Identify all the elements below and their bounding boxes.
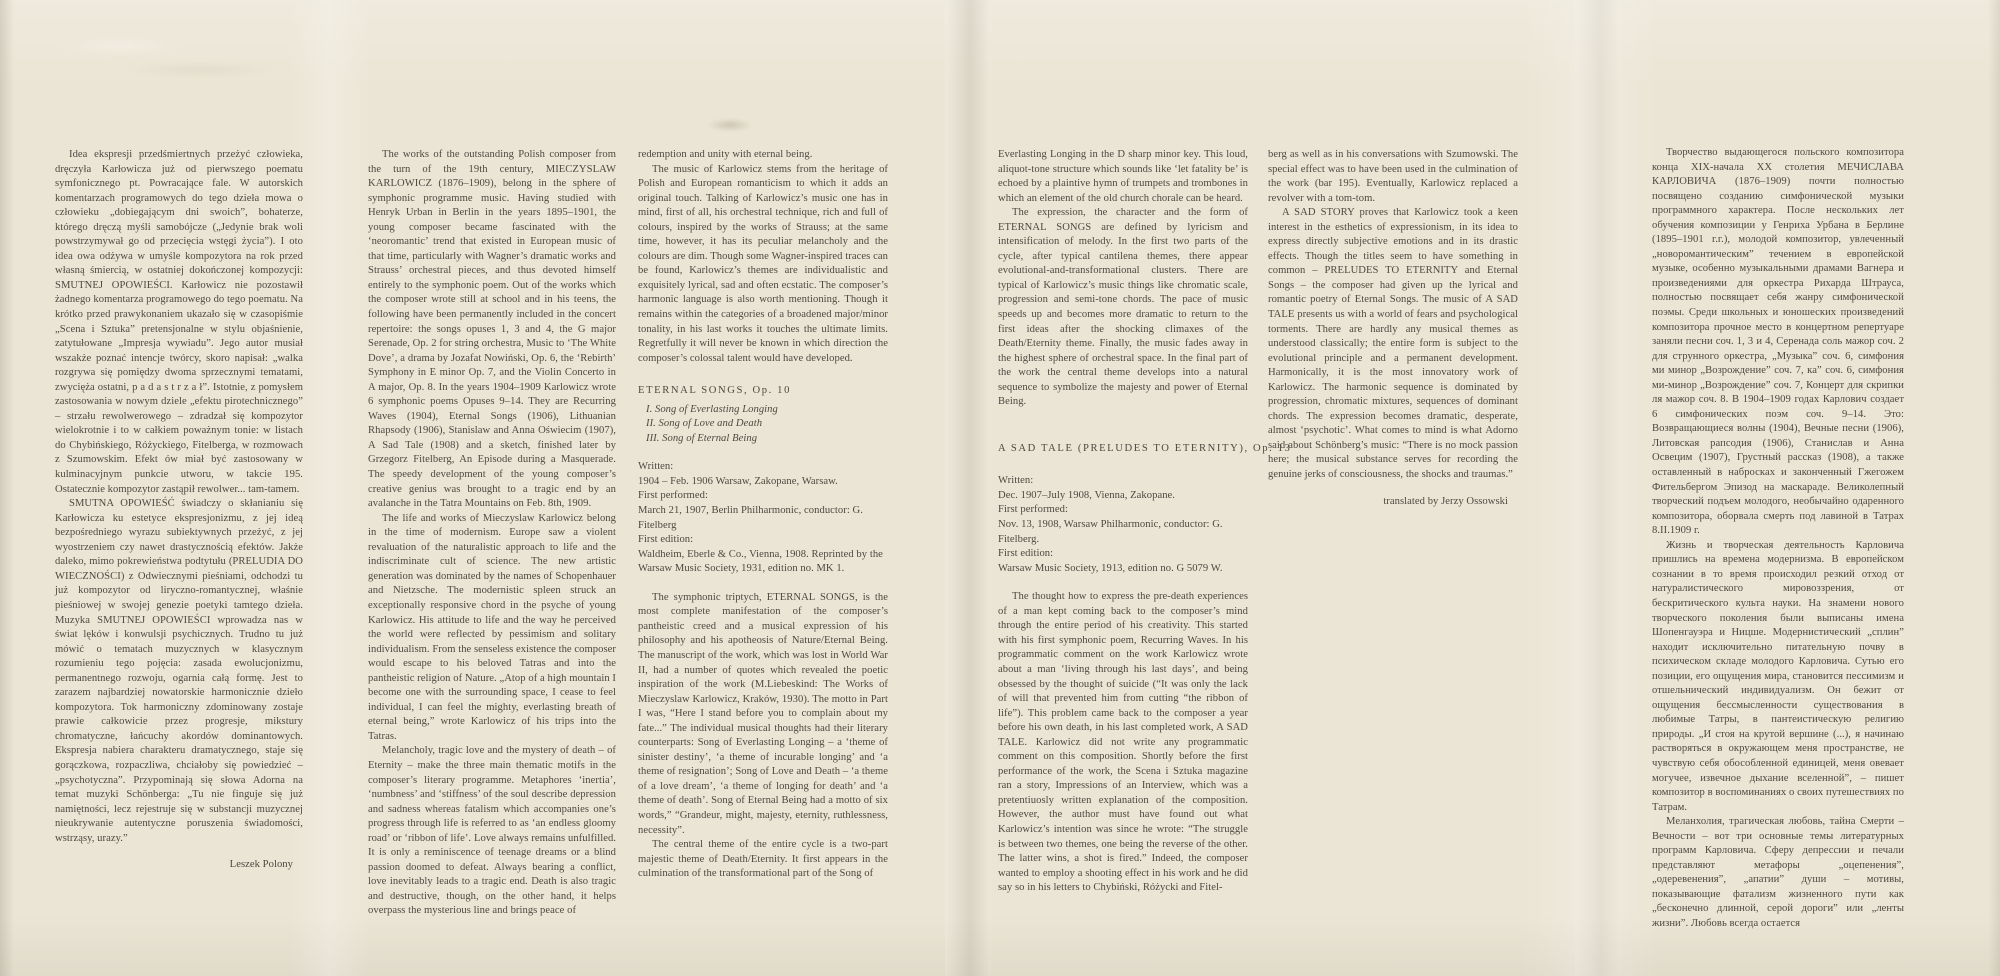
fold-shadow [945,0,991,976]
fold-shadow [1575,0,1621,976]
paragraph: Written: [638,461,674,473]
paragraph: II. Song of Love and Death [646,418,763,430]
author-signature: Leszek Polony [229,859,293,871]
paragraph: Творчество выдающегося польского композитора конца XIX-начала XX столетия МЕЧИСЛАВА КАРЛОВИЧА (1876–1909) почти полностью посвящено созданию симфонической музыки программного характера. После нескольких лет обучения композиции у Генриха Урбана в Берлине (1895–1901 г.г.), молодой композитор, увлеченный „новоромантическим” течением в европейской музыке, особенно музыкальными драмами Вагнера и произведениями для оркестра Рихарда Штрауса, полностью посвящает себя жанру симфонической поэмы. Среди школьных и юношеских произведений композитора прочное место в концертном репертуаре заняли песни соч. 1, 3 и 4, Серенада соль мажор соч. 2 для струнного оркестра, „Музыка” соч. 6, симфония ми минор „Возрождение” соч. 7, ка” соч. 6, симфония ми-минор „Возрождение” соч. 7, Концерт для скрипки ля мажор соч. 8. В 1904–1909 годах Карлович создает 6 симфонических поэм соч. 9–14. Это: Возвращающиеся волны (1904), Вечные песни (1906), Литовская рапсодия (1906), Станислав и Анна Освецим (1907), Грустный рассказ (1908), а также оставленный в набросках и законченный Гжегожем Фительбергом Эпизод на маскараде. Великолепный творческий подъем молодого, необычайно одаренного композитора, оборвала смерть под лавиной в Татрах 8.II.1909 г. [1652,147,1904,537]
spacer [638,446,888,460]
paragraph: Nov. 13, 1908, Warsaw Philharmonic, conductor: G. Fitelberg. [998,519,1223,545]
paragraph: The central theme of the entire cycle is a two-part majestic theme of Death/Eternity. It first appears in the culmination of the transformational part of the Song of [638,839,888,880]
russian-text-column [1652,146,1904,932]
paragraph: The works of the outstanding Polish composer from the turn of the 19th century, MIECZYSLAW KARLOWICZ (1876–1909), belong in the sphere of symphonic programme music. Having studied with Henryk Urban in Berlin in the years 1895–1901, the young composer became fascinated with the ‘neoromantic’ trend that existed in European music of that time, particularly with Wagner’s dramatic works and Strauss’ orchestral pieces, and thus devoted himself entirely to the symphonic poem. Out of the works which the composer wrote still at school and in his teens, the following have been permanently included in the concert repertoire: the songs opuses 1, 3 and 4, the G major Serenade, Op. 2 for string orchestra, Music to ‘The White Dove’, a drama by Jozafat Nowiński, Op. 6, the ‘Rebirth’ Symphony in E minor Op. 7, and the Violin Concerto in A major, Op. 8. In the years 1904–1909 Karlowicz wrote 6 symphonic poems Opuses 9–14. They are Recurring Waves (1904), Eternal Songs (1906), Lithuanian Rhapsody (1906), Stanislaw and Anna Oświecim (1907), A Sad Tale (1908) and a sketch, finished later by Grzegorz Fitelberg, An Episode during a Masquerade. The speedy development of the young composer’s creative genius was brought to a tragic end by an avalanche in the Tatra Mountains on Feb. 8th, 1909. [368,149,616,510]
paragraph: III. Song of Eternal Being [646,432,758,444]
paragraph: 1904 – Feb. 1906 Warsaw, Zakopane, Warsaw. [638,475,838,487]
paragraph: A SAD STORY proves that Karlowicz took a keen interest in the esthetics of expressionism, in its idea to express directly subjective emotions and in its drastic effects. Though the titles seem to have something in common – PRELUDES TO ETERNITY and Eternal Songs – the composer had given up the lyrical and romantic poetry of Eternal Songs. The music of A SAD TALE presents us with a world of fears and psychological torments. There are hardly any musical themes as understood classically; the entire form is subject to the evolutional principle and a permanent development. Harmonically, it is the most innovatory work of Karlowicz. The harmonic sequence is dominated by progression, chromatic mixtures, sequences of dominant chords. The expression becomes dramatic, desperate, almost ‘psychotic’. What comes to mind is what Adorno said about Schönberg’s music: “There is no mock passion here; the musical substance serves for recording the genuine jerks of consciousness, the shocks and traumas.” [1268,207,1518,481]
english-text-column-1 [368,148,616,919]
paragraph: SMUTNA OPOWIEŚĆ świadczy o skłanianiu się Karłowicza ku estetyce ekspresjonizmu, z jej ideą bezpośredniego wyrazu subiektywnych przeżyć, z jej wyostrzeniem czy nawet drastycznością efektów. Jakże daleko, mimo pokrewieństwa podtytułu (PRELUDIA DO WIECZNOŚCI) z Odwiecznymi pieśniami, odchodzi tu już kompozytor od liryczno-romantycznej, właśnie pieśniowej w swojej genezie poetyki tamtego dzieła. Muzyka SMUTNEJ OPOWIEŚCI wprowadza nas w świat lęków i konwulsji psychicznych. Trudno tu już mówić o tematach muzycznych w klasycznym rozumieniu tego pojęcia: zasada ewolucjonizmu, permanentnego rozwoju, ogarnia całą formę. Jest to zarazem najbardziej nowatorskie harmonicznie dzieło kompozytora. Tok harmoniczny zdominowany zostaje prawie całkowicie przez progresje, mikstury chromatyczne, łańcuchy akordów dominantowych. Ekspresja nabiera charakteru dramatycznego, staje się gorączkowa, rozpaczliwa, chciałoby się powiedzieć – „psychotyczna”. Przypominają się słowa Adorna na temat muzyki Schönberga: „Tu nie finguje się już namiętności, lecz rejestruje się w substancji muzycznej nieukrywanie autentyczne poruszenia świadomości, wstrząsy, urazy.” [55,498,303,844]
work-title-eternal-songs: ETERNAL SONGS, Op. 10 [638,385,791,397]
english-text-column-2 [638,148,888,882]
paragraph: First performed: [998,504,1068,516]
paragraph: Waldheim, Eberle & Co., Vienna, 1908. Reprinted by the Warsaw Music Society, 1931, edition no. MK 1. [638,548,883,575]
paragraph: The thought how to express the pre-death experiences of a man kept coming back to the composer’s mind through the entire period of his creativity. This started with his first symphonic poem, Recurring Waves. In his programmatic comment on the work Karlowicz wrote about a man ‘living through his last days’, and being obsessed by the thought of suicide (“It was only the lack of will that prevented him from cutting “the ribbon of life”). This problem came back to the composer a year before his own death, in his last completed work, A SAD TALE. Karlowicz did not write any programmatic comment on this composition. Shortly before the first performance of the work, the Scena i Sztuka magazine ran a story, Impressions of an Interview, which was a pretentiuosly written explanation of the composition. However, the author must have found out what Karlowicz’s intention was since he wrote: “The struggle is between two themes, one being the reverse of the other. The latter wins, a shot is fired.” Indeed, the composer wanted to employ a shooting effect in his work and he did say so in his letters to Chybiński, Różycki and Fitel- [998,591,1248,894]
english-text-column-4 [1268,148,1518,509]
paragraph: Warsaw Music Society, 1913, edition no. G 5079 W. [998,562,1223,574]
paragraph: First performed: [638,490,708,502]
spacer [638,366,888,380]
paragraph: Idea ekspresji przedśmiertnych przeżyć człowieka, dręczyła Karłowicza już od pierwszego poematu symfonicznego pt. Powracające fale. W autorskich komentarzach programowych do tego dzieła mowa o człowieku „dobiegającym dni swoich”, bohaterze, którego dręczą myśli samobójcze („Jedynie brak woli powstrzymywał go od przecięcia wstęgi życia”). I oto idea owa odżywa w umyśle kompozytora na rok przed własną śmiercią, w ostatniej dokończonej kompozycji: SMUTNEJ OPOWIEŚCI. Karłowicz nie pozostawił żadnego komentarza programowego do tego poematu. Na krótko przed prawykonaniem ukazało się w czasopiśmie „Scena i Sztuka” pretensjonalne w stylu objaśnienie, zatytułowane „Impresja wywiadu”. Jego autor musiał wszakże poznać intencje twórcy, skoro napisał: „walka rozgrywa się pomiędzy dwoma sprzecznymi tematami, zwycięża ostatni, p a d a s t r z a ł”. Istotnie, z pomysłem zastosowania w nowym dziele „efektu pirotechnicznego” – strzału rewolwerowego – zdradzał się kompozytor wielokrotnie i to w całkiem poważnym tonie: w listach do Chybińskiego, Różyckiego, Fitelberga, w rozmowach z Szumowskim. Efekt ów miał być zastosowany w kulminacyjnym punkcie utworu, w takcie 195. Ostatecznie kompozytor zastąpił rewolwer... tam-tamem. [55,149,303,495]
paragraph: The music of Karlowicz stems from the heritage of Polish and European romanticism to which it adds an original touch. Talking of Karlowicz’s music one has in mind, first of all, his orchestral technique, rich and full of colours, inspired by the works of Strauss; at the same time, however, it has its peculiar melancholy and the colours are dim. Though some Wagner-inspired traces can be found, Karlowicz’s themes are individualistic and exquisitely lyrical, sad and often ecstatic. The composer’s harmonic language is also worth mentioning. Though it remains within the categories of a broadened major/minor tonality, in his last works it touches the ultimate limits. Regretfully it will never be known in which direction the composer’s colossal talent would have developed. [638,163,888,364]
paragraph: First edition: [638,534,694,546]
paragraph: Everlasting Longing in the D sharp minor key. This loud, aliquot-tone structure which sounds like ‘let fatality be’ is echoed by a plaintive hymn of trumpets and trombones in which an element of the old church chorale can be heard. [998,149,1248,204]
english-text-column-3 [998,148,1292,896]
spacer [998,460,1248,474]
paragraph: I. Song of Everlasting Longing [646,403,778,415]
showthrough-ghost [60,26,300,86]
print-smudge [695,112,765,138]
paragraph: Melancholy, tragic love and the mystery of death – of Eternity – make the three main thematic motifs in the composer’s literary programme. Metaphores ‘inertia’, ‘numbness’ and ‘stiffness’ of the soul describe depression and sadness whereas fatalism which accompanies one’s progress through life is referred to as ‘an endless gloomy road’ or ‘ribbon of life’. Love always remains unfulfilled. It is only a reminiscence of teenage dreams or a blind passion doomed to defeat. Always bearing a conflict, love inevitably leads to a tragic end. Death is also tragic and destructive, though, on the other hand, it helps overpass the mysterious line and brings peace of [368,745,616,917]
paragraph: Written: [998,475,1034,487]
paragraph: March 21, 1907, Berlin Philharmonic, conductor: G. Fitelberg [638,505,863,531]
paragraph: First edition: [998,548,1054,560]
polish-text-column [55,148,303,873]
paragraph: The life and works of Mieczyslaw Karlowicz belong in the time of modernism. Europe saw a violent revaluation of the naturalistic approach to life and the indiscriminate cult of science. The new artistic generation was dominated by the names of Schopenhauer and Nietzsche. The modernistic spleen struck an exceptionally responsive chord in the psyche of young Karlowicz. His attitude to life and the way he perceived the world were reflected by pessimism and solitary individualism. From the senseless existence the composer would escape to his beloved Tatras and into the pantheistic religion of Nature. „Atop of a high mountain I become one with the surrounding space, I cease to feel individual, I can feel the mighty, everlasting breath of eternal being,” wrote Karlowicz of his trips into the Tatras. [368,512,616,742]
paragraph: redemption and unity with eternal being. [638,149,813,160]
spacer [638,577,888,591]
spacer [998,576,1248,590]
spacer [998,410,1248,438]
paragraph: Жизнь и творческая деятельность Карловича пришлись на времена модернизма. В европейском сознании в то время происходил резкий отход от натуралистического мировоззрения, от бескритического культа науки. На знамени нового творческого поколения были выписаны имена Шопенгауэра и Ницше. Модернистический „сплин” находит исключительно питательную почву в психическом складе молодого Карловича. Сутью его позиции, его ощущения мира, становится пессимизм и отшельнический индивидуализм. Он бежит от ощущения бессмысленности существования в любимые Татры, в пантеистическую религию природы. „И стоя на крутой вершине (...), я начинаю растворяться в окружающем меня пространстве, не чувствую себя обособленной единицей, меня овевает могучее, извечное дыхание вселенной”, – пишет композитор в воспоминаниях о своих путешествиях по Татрам. [1652,539,1904,813]
translator-signature: translated by Jerzy Ossowski [1383,495,1508,507]
paragraph: The expression, the character and the form of ETERNAL SONGS are defined by lyricism and intensification of melody. In the first two parts of the cycle, after typical cantilena themes, there appear evolutional-and-transformational clusters. There are typical of Karlowicz’s music things like chromatic scale, progression and semi-tone chords. The pace of music speeds up and becomes more dramatic to return to the first ideas after the shocking climaxes of the Death/Eternity theme. Finally, the music fades away in the highest sphere of orchestral space. In the final part of the work the central theme develops into a natural sequence to symbolize the majesty and power of Eternal Being. [998,207,1248,408]
paragraph: Dec. 1907–July 1908, Vienna, Zakopane. [998,489,1176,501]
paragraph: Меланхолия, трагическая любовь, тайна Смерти – Вечности – вот три основные темы литературных программ Карловича. Сферу депрессии и печали представляют метафоры „оцепенения”, „одеревенения”, „апатии” души – мотивы, показывающие фатализм жизненного пути как „бесконечно длинной, серой дороги” или „ленты жизни”. Любовь всегда остается [1652,816,1904,929]
paragraph: berg as well as in his conversations with Szumowski. The special effect was to have been used in the culmination of the work (bar 195). Eventually, Karlowicz replaced a revolver with a tom-tom. [1268,149,1518,204]
paragraph: The symphonic triptych, ETERNAL SONGS, is the most complete manifestation of the composer’s pantheistic creed and a musical expression of his philosophy and his apotheosis of Nature/Eternal Being. The manuscript of the work, which was lost in World War II, had a number of quotes which revealed the poetic inspiration of the work (M.Liebeskind: The Works of Mieczyslaw Karlowicz, Kraków, 1930). The motto in Part I was, “Here I stand before you to complain about my fate...” The individual musical thoughts had their literary counterparts: Song of Everlasting Longing – a ‘theme of sinister destiny’, ‘a theme of incurable longing’ and ‘a theme of resignation’; Song of Love and Death – ‘a theme of a love dream’, ‘a theme of longing for death’ and ‘a theme of death’. Song of Eternal Being had a motto of six words,” “Grandeur, might, majesty, eternity, ruthlessness, necessity”. [638,591,888,836]
work-title-a-sad-tale: A SAD TALE (PRELUDES TO ETERNITY), Op. 13 [998,442,1292,454]
